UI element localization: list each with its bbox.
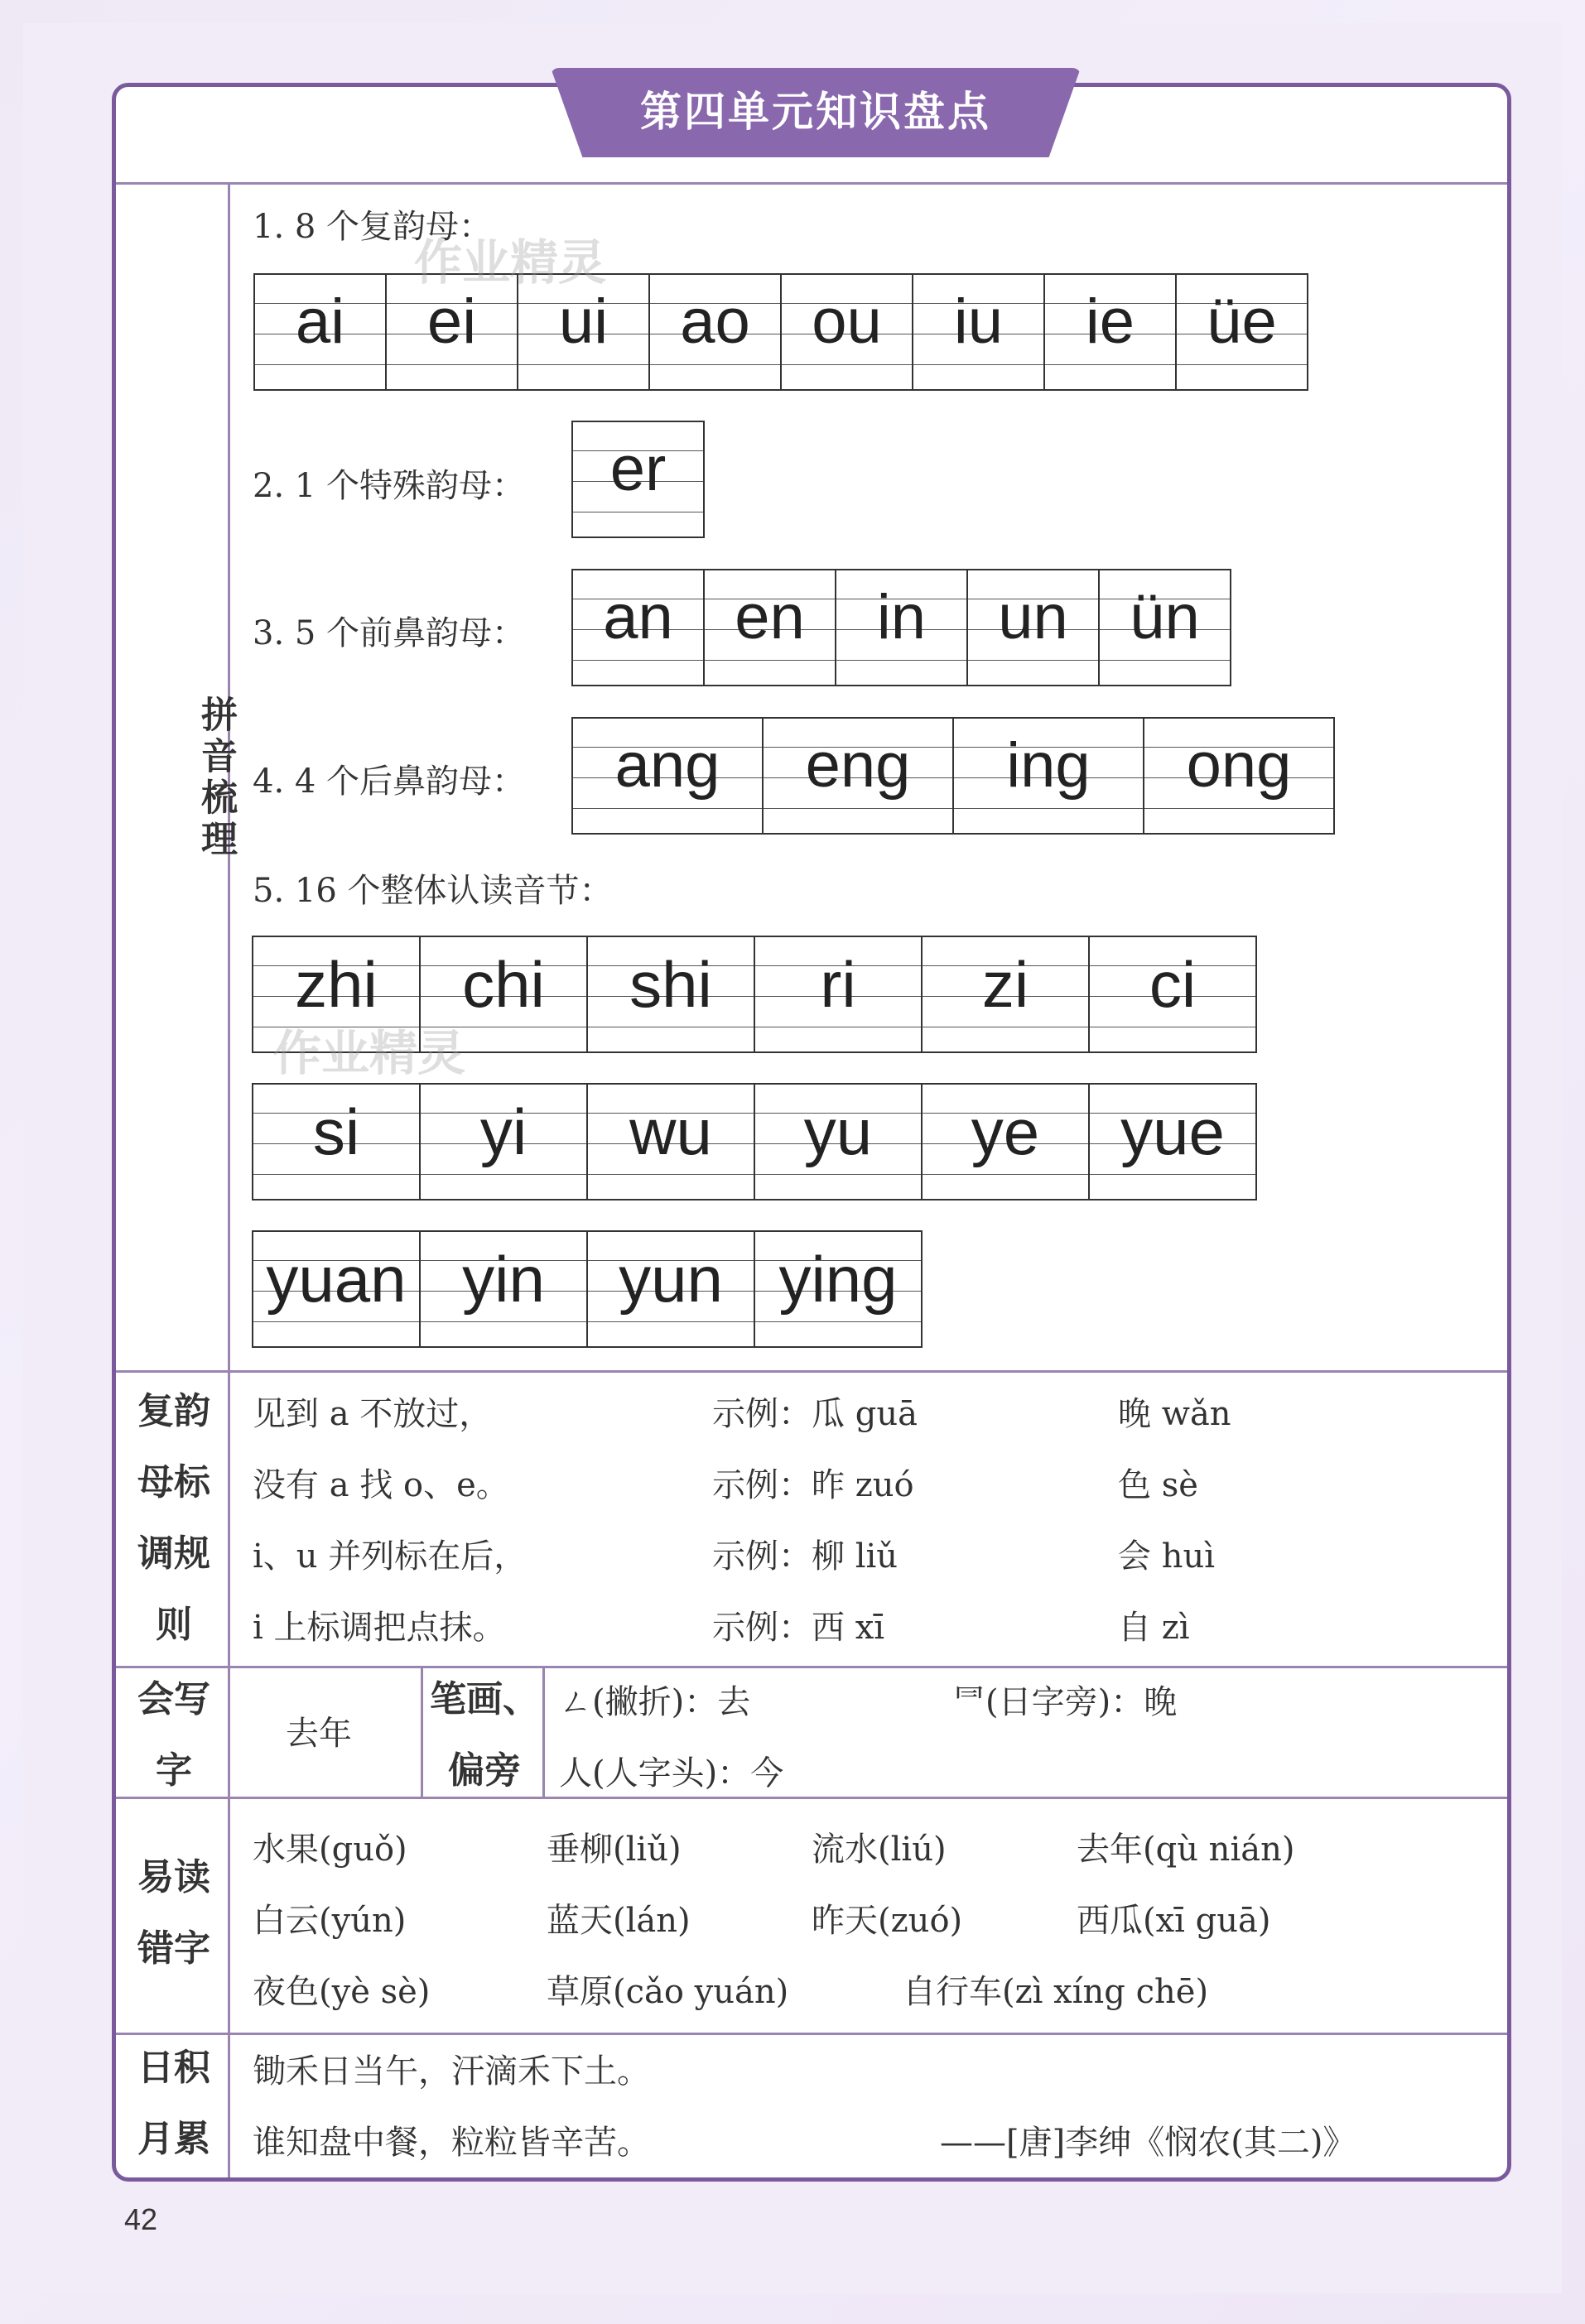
tone-example: 示例：昨 zuó	[712, 1466, 914, 1504]
misread-word: 草原(cǎo yuán)	[547, 1973, 789, 2011]
stroke-item: 人(人字头)：今	[559, 1754, 784, 1792]
pinyin-cell: er	[571, 421, 705, 538]
pinyin-cell: yu	[754, 1083, 923, 1200]
pinyin-cell: ying	[754, 1230, 923, 1348]
pinyin-cell: ei	[385, 273, 518, 391]
tone-example: 示例：西 xī	[712, 1609, 885, 1647]
poem-source: ——[唐]李绅《悯农(其二)》	[940, 2124, 1356, 2162]
pinyin-cell: yin	[419, 1230, 588, 1348]
misread-word: 夜色(yè sè)	[253, 1973, 431, 2011]
pinyin-cell: ui	[517, 273, 650, 391]
pinyin-cell: an	[571, 569, 705, 686]
whole-syllables-row-3	[253, 1230, 923, 1348]
misread-word: 蓝天(lán)	[547, 1902, 691, 1940]
misread-word: 自行车(zì xíng chē)	[903, 1973, 1209, 2011]
divider	[116, 1370, 1507, 1373]
tone-example-extra: 会 huì	[1118, 1537, 1216, 1576]
pinyin-cell: yuan	[252, 1230, 421, 1348]
tone-example-extra: 晚 wǎn	[1118, 1395, 1231, 1433]
pinyin-cell: ie	[1043, 273, 1177, 391]
writing-words: 去年	[286, 1715, 352, 1753]
pinyin-cell: zi	[921, 936, 1090, 1053]
section-label-pinyin: 拼音梳理	[195, 695, 237, 861]
poem-line: 锄禾日当午，汗滴禾下土。	[253, 2052, 650, 2091]
whole-syllables-row-2	[253, 1083, 1257, 1200]
pinyin-cell: yue	[1088, 1083, 1257, 1200]
pinyin-cell: üe	[1175, 273, 1308, 391]
pinyin-cell: ci	[1088, 936, 1257, 1053]
watermark: 作业精灵	[273, 1025, 466, 1081]
tone-example-extra: 色 sè	[1118, 1466, 1198, 1504]
column-divider	[421, 1666, 423, 1797]
pinyin-cell: eng	[762, 717, 954, 835]
pinyin-cell: zhi	[252, 936, 421, 1053]
pinyin-cell: ong	[1143, 717, 1335, 835]
column-divider	[542, 1666, 545, 1797]
pinyin-cell: in	[835, 569, 968, 686]
tone-rule: 没有 a 找 o、e。	[253, 1466, 509, 1504]
tone-example-extra: 自 zì	[1118, 1609, 1190, 1647]
heading-whole-syllables: 5. 16 个整体认读音节：	[253, 872, 613, 910]
pinyin-cell: ou	[780, 273, 913, 391]
divider	[116, 1797, 1507, 1799]
heading-back-nasal: 4. 4 个后鼻韵母：	[253, 763, 526, 801]
tone-example: 示例：柳 liǔ	[712, 1537, 898, 1576]
pinyin-cell: shi	[586, 936, 755, 1053]
pinyin-cell: un	[966, 569, 1100, 686]
divider	[116, 1666, 1507, 1668]
divider	[116, 2033, 1507, 2035]
pinyin-cell: en	[703, 569, 836, 686]
tone-rule: i、u 并列标在后，	[253, 1537, 528, 1576]
pinyin-cell: iu	[912, 273, 1045, 391]
pinyin-cell: si	[252, 1083, 421, 1200]
pinyin-cell: yi	[419, 1083, 588, 1200]
misread-word: 白云(yún)	[253, 1902, 407, 1940]
stroke-item: ㄥ(撇折)：去	[559, 1683, 751, 1721]
page-number: 42	[124, 2202, 158, 2236]
misread-word: 流水(liú)	[812, 1831, 947, 1869]
tone-example: 示例：瓜 guā	[712, 1395, 918, 1433]
pinyin-cell: ri	[754, 936, 923, 1053]
stroke-item: ⺜(日字旁)：晚	[952, 1683, 1178, 1721]
divider	[116, 182, 1507, 185]
pinyin-cell: ai	[253, 273, 387, 391]
section-label-tone-rules: 复韵 母标 调规 则	[137, 1390, 210, 1646]
misread-word: 昨天(zuó)	[812, 1902, 963, 1940]
tone-rule: i 上标调把点抹。	[253, 1609, 506, 1647]
page-title: 第四单元知识盘点	[640, 88, 991, 136]
heading-front-nasal: 3. 5 个前鼻韵母：	[253, 614, 526, 652]
pinyin-cell: chi	[419, 936, 588, 1053]
pinyin-cell: wu	[586, 1083, 755, 1200]
pinyin-cell: ye	[921, 1083, 1090, 1200]
misread-word: 西瓜(xī guā)	[1077, 1902, 1271, 1940]
misread-word: 垂柳(liǔ)	[547, 1831, 682, 1869]
misread-word: 水果(guǒ)	[253, 1831, 407, 1869]
poem-line: 谁知盘中餐，粒粒皆辛苦。	[253, 2124, 650, 2162]
watermark: 作业精灵	[414, 234, 607, 291]
heading-special-final: 2. 1 个特殊韵母：	[253, 467, 526, 505]
pinyin-cell: ang	[571, 717, 764, 835]
pinyin-cell: ün	[1098, 569, 1231, 686]
pinyin-cell: yun	[586, 1230, 755, 1348]
section-label-misread: 易读 错字	[137, 1856, 210, 1970]
pinyin-cell: ing	[952, 717, 1144, 835]
special-final-grid	[573, 421, 705, 538]
front-nasal-grid	[573, 569, 1231, 686]
tone-rule: 见到 a 不放过，	[253, 1395, 493, 1433]
pinyin-cell: ao	[648, 273, 782, 391]
heading-compound-finals: 1. 8 个复韵母：	[253, 208, 493, 246]
writing-sublabel: 笔画、 偏旁	[430, 1678, 539, 1792]
compound-finals-grid	[255, 273, 1308, 391]
back-nasal-grid	[573, 717, 1335, 835]
section-label-writing: 会写 字	[137, 1678, 210, 1792]
section-label-accumulate: 日积 月累	[137, 2047, 210, 2160]
misread-word: 去年(qù nián)	[1077, 1831, 1295, 1869]
